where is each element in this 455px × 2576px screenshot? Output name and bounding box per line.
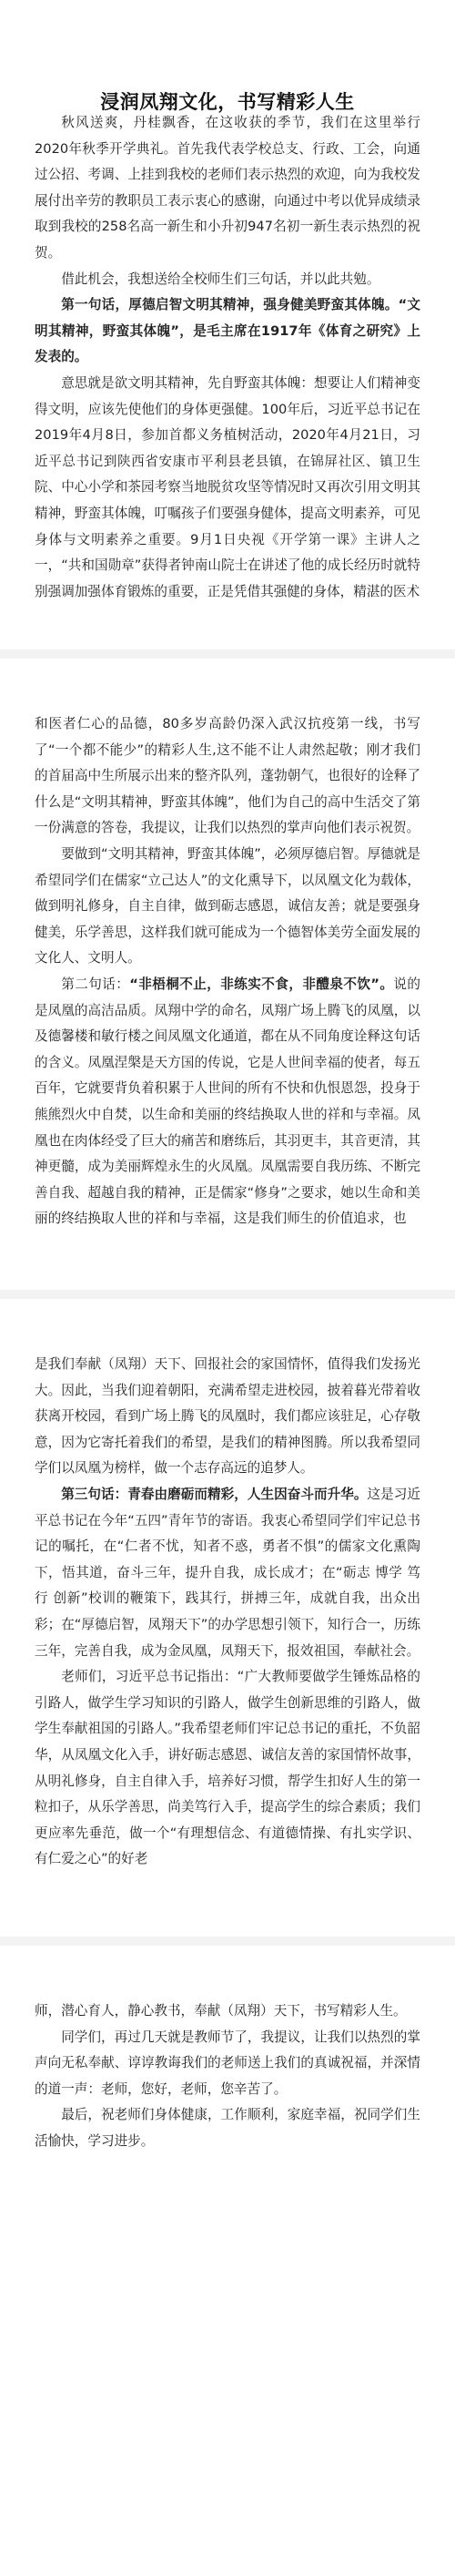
paragraph: 师，潜心育人，静心教书，奉献（凤翔）天下，书写精彩人生。 — [35, 2003, 407, 2019]
paragraph: 同学们，再过几天就是教师节了，我提议，让我们以热烈的掌声向无私奉献、谆谆教诲我们的老师送上我们的真诚祝福，并深情的道一声：老师，您好，老师，您辛苦了。 — [35, 2029, 420, 2097]
paragraph: 老师们，习近平总书记指出：“广大教师要做学生锤炼品格的引路人，做学生学习知识的引路人，做学生创新思维的引路人，做学生奉献祖国的引路人。”我希望老师们牢记总书记的重托，不负韶华，从凤凰文化入手，讲好砺志感恩、诚信友善的家国情怀故事，从明礼修身，自主自律入手，培养好习惯，帮学生扣好人生的第一粒扣子，从乐学善思，尚美笃行入手，提高学生的综合素质；我们更应率先垂范，做一个“有理想信念、有道德情操、有扎实学识、有仁爱之心”的好老 — [35, 1669, 420, 1867]
paragraph — [35, 1482, 420, 1664]
paragraph-quote: “非梧桐不止，非练实不食，非醴泉不饮”。 — [129, 976, 394, 992]
page-divider — [0, 1937, 455, 1946]
paragraph: 最后，祝老师们身体健康，工作顺利，家庭幸福，祝同学们生活愉快，学习进步。 — [35, 2107, 420, 2149]
paragraph-heading: 第一句话，厚德启智文明其精神，强身健美野蛮其体魄。 — [61, 297, 399, 313]
page-divider — [0, 649, 455, 659]
paragraph-text: “文明其精神，野蛮其体魄”，是毛主席在1917年《体育之研究》上发表的。 — [35, 297, 420, 365]
text-block-4 — [35, 1998, 420, 2155]
paragraph-text: 这是习近平总书记在今年“五四”青年节的寄语。我衷心希望同学们牢记总书记的嘱托，在“仁者不忧，知者不惑，勇者不惧”的儒家文化熏陶下，悟其道，奋斗三年，提升自我，成长成才；在“砺志 博学 笃行 创新”校训的鞭策下，践其行，拼搏三年，成就自我，出众出彩；在“厚德启智，凤翔天下”的办学思想引领下，知行合一，历练三年，完善自我，成为金凤凰，凤翔天下，报效祖国，奉献社会。 — [35, 1486, 420, 1659]
paragraph: 是我们奉献（凤翔）天下、回报社会的家国情怀，值得我们发扬光大。因此，当我们迎着朝阳，充满希望走进校园，披着暮光带着收获离开校园，看到广场上腾飞的凤凰时，我们都应该驻足，心存敬意，因为它寄托着我们的希望，是我们的精神图腾。所以我希望同学们以凤凰为榜样，做一个志存高远的追梦人。 — [35, 1356, 420, 1477]
text-block-2 — [35, 711, 420, 1232]
paragraph: 和医者仁心的品德，80多岁高龄仍深入武汉抗疫第一线，书写了“一个都不能少”的精彩人生,这不能不让人肃然起敬；刚才我们的首届高中生所展示出来的整齐队列，蓬勃朝气，也很好的诠释了什么是“文明其精神，野蛮其体魄”，他们为自己的高中生活交了第一份满意的答卷，我提议，让我们以热烈的掌声向他们表示祝贺。 — [35, 716, 420, 836]
paragraph-heading: 第三句话：青春由磨砺而精彩，人生因奋斗而升华。 — [61, 1486, 368, 1502]
paragraph — [35, 292, 420, 371]
paragraph-heading: 第二句话： — [61, 976, 130, 992]
paragraph: 借此机会，我想送给全校师生们三句话，并以此共勉。 — [61, 271, 380, 287]
article-title: 浸润凤翔文化，书写精彩人生 — [100, 91, 355, 113]
paragraph: 要做到“文明其精神，野蛮其体魄”，必须厚德启智。厚德就是希望同学们在儒家“立己达人”的文化熏导下，以凤凰文化为载体，做到明礼修身，自主自律，做到砺志感恩，诚信友善；就是要强身健美，乐学善思，这样我们就可能成为一个德智体美劳全面发展的文化人、文明人。 — [35, 845, 420, 966]
text-block-3 — [35, 1352, 420, 1873]
paragraph-text: 说的是凤凰的高洁品质。凤翔中学的命名，凤翔广场上腾飞的凤凰，以及德馨楼和敏行楼之间凤凰文化通道，都在从不同角度诠释这句话的含义。凤凰涅槃是天方国的传说，它是人世间幸福的使者，每五百年，它就要背负着积累于人世间的所有不快和仇恨恩怨，投身于熊熊烈火中自焚，以生命和美丽的终结换取人世的祥和与幸福。凤凰也在肉体经受了巨大的痛苦和磨练后，其羽更丰，其音更清，其神更髓，成为美丽辉煌永生的火凤凰。凤凰需要自我历练、不断完善自我、超越自我的精神，正是儒家“修身”之要求，她以生命和美丽的终结换取人世的祥和与幸福，这是我们师生的价值追求，也 — [35, 976, 420, 1227]
page-divider — [0, 1290, 455, 1299]
paragraph — [35, 972, 420, 1232]
paragraph: 秋风送爽，丹桂飘香，在这收获的季节，我们在这里举行2020年秋季开学典礼。首先我代表学校总支、行政、工会，向通过公招、考调、上挂到我校的老师们表示热烈的欢迎，向为我校发展付出辛劳的教职员工表示衷心的感谢，向通过中考以优异成绩录取到我校的258名高一新生和小升初947名初一新生表示热烈的祝贺。 — [35, 115, 420, 261]
paragraph: 意思就是欲文明其精神，先自野蛮其体魄：想要让人们精神变得文明，应该先使他们的身体更强健。100年后，习近平总书记在2019年4月8日，参加首都义务植树活动，2020年4月21日，习近平总书记到陕西省安康市平利县老县镇，在锦屏社区、镇卫生院、中心小学和茶园考察当地脱贫攻坚等情况时又再次引用文明其精神，野蛮其体魄，叮嘱孩子们要强身健体，提高文明素养，可见身体与文明素养之重要。9月1日央视《开学第一课》主讲人之一，“共和国勋章”获得者钟南山院士在讲述了他的成长经历时就特别强调加强体育锻炼的重要，正是凭借其强健的身体，精湛的医术 — [35, 374, 420, 599]
text-block-1 — [35, 110, 420, 605]
